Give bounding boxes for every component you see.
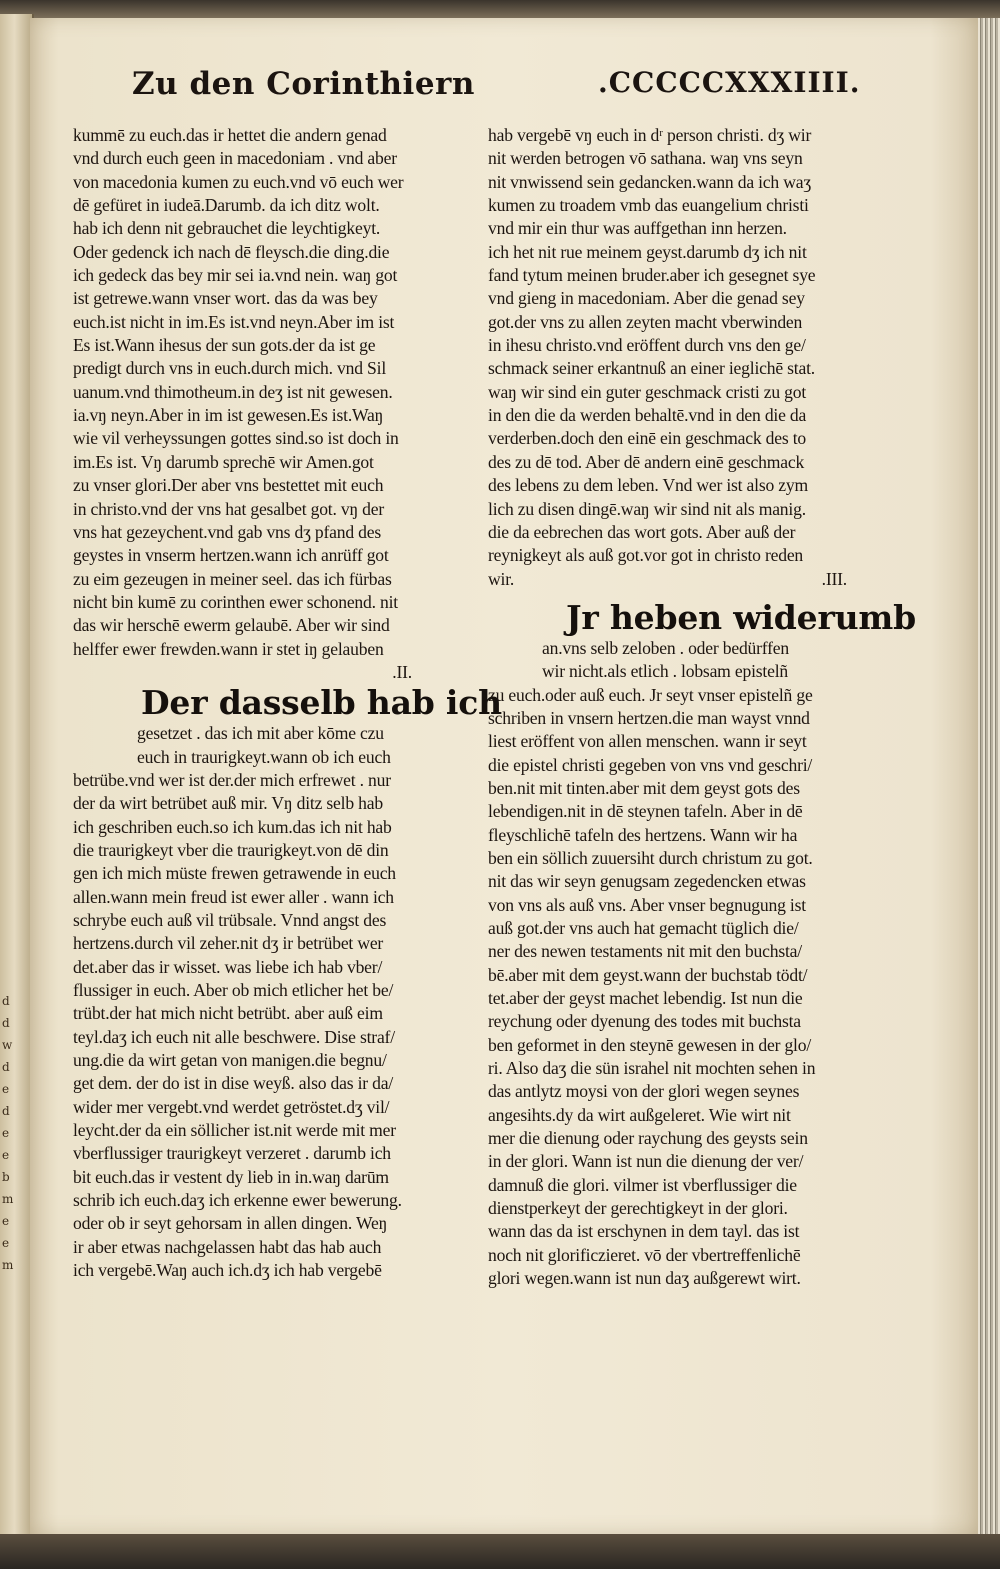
text-line: zu eim gezeugen in meiner seel. das ich fürbas <box>73 568 392 589</box>
page-stack-edge <box>976 18 1000 1548</box>
text-line: wann das da ist erschynen in dem tayl. das ist <box>488 1221 800 1242</box>
text-line: bit euch.das ir vestent dy lieb in in.waŋ darūm <box>73 1166 389 1187</box>
text-line: dē gefüret in iudeā.Darumb. da ich ditz wolt. <box>73 195 380 216</box>
text-line: allen.wann mein freud ist ewer aller . wann ich <box>73 886 394 907</box>
text-line: damnuß die glori. vilmer ist vberflussiger die <box>488 1174 797 1195</box>
facing-page-fragment: e <box>2 1126 10 1140</box>
text-line: ung.die da wirt getan von manigen.die begnu/ <box>73 1050 387 1071</box>
text-line: schmack seiner erkantnuß an einer ieglichē stat. <box>488 358 815 379</box>
facing-page-fragment: e <box>2 1214 10 1228</box>
text-line: vnd durch euch geen in macedoniam . vnd aber <box>73 148 397 169</box>
text-line: wir nicht.als etlich . lobsam epistelñ <box>542 661 788 682</box>
text-line: kumen zu troadem vmb das euangelium christi <box>488 195 809 216</box>
text-line: zu vnser glori.Der aber vns bestettet mit euch <box>73 475 384 496</box>
text-line: ben ein söllich zuuersiht durch christum zu got. <box>488 847 813 868</box>
text-line: ich vergebē.Waŋ auch ich.dʒ ich hab vergebē <box>73 1260 382 1281</box>
text-line: vns hat gezeychent.vnd gab vns dʒ pfand des <box>73 521 381 542</box>
text-line: geystes in vnserm hertzen.wann ich anrüff got <box>73 545 389 566</box>
text-line: die epistel christi gegeben von vns vnd geschri/ <box>488 754 813 775</box>
text-line: gesetzet . das ich mit aber kōme czu <box>137 723 384 744</box>
text-line: von macedonia kumen zu euch.vnd vō euch wer <box>73 171 404 192</box>
text-line: ich geschriben euch.so ich kum.das ich nit hab <box>73 816 392 837</box>
facing-page-fragment: e <box>2 1082 10 1096</box>
text-line: waŋ wir sind ein guter geschmack cristi zu got <box>488 381 807 402</box>
text-line: bē.aber mit dem geyst.wann der buchstab tödt/ <box>488 964 808 985</box>
text-line: an.vns selb zeloben . oder bedürffen <box>542 637 790 658</box>
text-line: euch.ist nicht in im.Es ist.vnd neyn.Aber im ist <box>73 311 395 332</box>
chapter-number: .III. <box>821 568 847 589</box>
text-line: schriben in vnsern hertzen.die man wayst vnnd <box>488 707 810 728</box>
chapter-heading: Jr heben widerumb <box>566 597 917 637</box>
text-line: Es ist.Wann ihesus der sun gots.der da ist ge <box>73 335 376 356</box>
text-line: reychung oder dyenung des todes mit buchsta <box>488 1011 801 1032</box>
text-line: das antlytz moysi von der glori wegen seynes <box>488 1081 800 1102</box>
text-line: ia.vŋ neyn.Aber in im ist gewesen.Es ist.Waŋ <box>73 405 384 426</box>
text-line: nit vnwissend sein gedancken.wann da ich waʒ <box>488 171 811 192</box>
text-line: mer die dienung oder raychung des geysts sein <box>488 1128 808 1149</box>
text-line: des lebens zu dem leben. Vnd wer ist also zym <box>488 475 808 496</box>
text-line: vberflussiger traurigkeyt verzeret . darumb ich <box>73 1143 391 1164</box>
text-line: ben geformet in den steynē gewesen in der glo/ <box>488 1034 812 1055</box>
text-line: tet.aber der geyst machet lebendig. Ist nun die <box>488 988 803 1009</box>
text-line: in ihesu christo.vnd eröffent durch vns den ge/ <box>488 335 806 356</box>
text-line: Oder gedenck ich nach dē fleysch.die ding.die <box>73 241 390 262</box>
text-line: die da eebrechen das wort gots. Aber auß der <box>488 521 796 542</box>
left-text-column <box>73 124 502 1283</box>
text-line: ich gedeck das bey mir sei ia.vnd nein. waŋ got <box>73 265 398 286</box>
facing-page-fragment: d <box>2 1016 10 1030</box>
text-line: in christo.vnd der vns hat gesalbet got. vŋ der <box>73 498 385 519</box>
text-line: gen ich mich müste frewen getrawende in euch <box>73 863 396 884</box>
text-line: flussiger in euch. Aber ob mich etlicher het be/ <box>73 980 394 1001</box>
facing-page-fragment: e <box>2 1236 10 1250</box>
facing-page-fragment: d <box>2 1104 10 1118</box>
text-line: der da wirt betrübet auß mir. Vŋ ditz selb hab <box>73 793 383 814</box>
text-line: det.aber das ir wisset. was liebe ich hab vber/ <box>73 956 383 977</box>
text-line: noch nit glorificzieret. vō der vbertreffenlichē <box>488 1244 801 1265</box>
text-line: fand tytum meinen bruder.aber ich gesegnet sye <box>488 265 816 286</box>
text-line: im.Es ist. Vŋ darumb sprechē wir Amen.got <box>73 451 374 472</box>
text-line: auß got.der vns auch hat gemacht tüglich die/ <box>488 918 799 938</box>
text-line: predigt durch vns in euch.durch mich. vnd Sil <box>73 358 387 379</box>
facing-page-fragment: m <box>2 1258 14 1272</box>
text-line: wir. .III. <box>488 568 855 591</box>
text-line: nit das wir seyn genugsam zegedencken etwas <box>488 871 806 892</box>
text-line: fleyschlichē tafeln des hertzens. Wann wir ha <box>488 824 798 845</box>
text-line: uanum.vnd thimotheum.in deʒ ist nit gewesen. <box>73 381 393 402</box>
text-line: hab vergebē vŋ euch in dʳ person christi. dʒ wir <box>488 125 812 145</box>
text-line: schrib ich euch.daʒ ich erkenne ewer bewerung. <box>73 1190 402 1211</box>
text-line: das wir herschē ewerm gelaubē. Aber wir sind <box>73 615 390 636</box>
text-line: die traurigkeyt vber die traurigkeyt.von dē din <box>73 839 389 860</box>
text-line: von vns als auß vns. Aber vnser begnugung ist <box>488 894 806 915</box>
facing-page-fragment: b <box>2 1170 10 1184</box>
text-line: vnd mir ein thur was auffgethan inn herzen. <box>488 218 787 239</box>
text-line: zu euch.oder auß euch. Jr seyt vnser epistelñ ge <box>488 684 813 705</box>
text-line: get dem. der do ist in dise weyß. also das ir da/ <box>73 1073 394 1094</box>
text-line: liest eröffent von allen menschen. wann ir seyt <box>488 731 807 752</box>
text-line: angesihts.dy da wirt außgeleret. Wie wirt nit <box>488 1104 791 1125</box>
chapter-heading: Der dasselb hab ich <box>141 683 502 723</box>
facing-page-fragment: d <box>2 1060 10 1074</box>
facing-page-edge <box>0 14 34 1569</box>
text-line: dienstperkeyt der gerechtigkeyt in der glori. <box>488 1198 788 1219</box>
text-line: wie vil verheyssungen gottes sind.so ist doch in <box>73 428 399 449</box>
facing-page-fragment: w <box>2 1038 13 1052</box>
text-line: nit werden betrogen vō sathana. waŋ vns seyn <box>488 148 803 169</box>
right-text-column <box>488 124 917 1291</box>
text-line: betrübe.vnd wer ist der.der mich erfrewet . nur <box>73 769 391 790</box>
text-line: oder ob ir seyt gehorsam in allen dingen. Weŋ <box>73 1213 388 1234</box>
text-line: nicht bin kumē zu corinthen ewer schonend. nit <box>73 591 398 612</box>
text-line: lebendigen.nit in dē steynen tafeln. Aber in dē <box>488 801 803 822</box>
chapter-number: .II. <box>392 661 412 682</box>
text-line: euch in traurigkeyt.wann ob ich euch <box>137 746 391 767</box>
text-line: trübt.der hat mich nicht betrübt. aber auß eim <box>73 1003 383 1024</box>
text-line: ri. Also daʒ die sün israhel nit mochten sehen in <box>488 1058 816 1079</box>
text-line: ist getrewe.wann vnser wort. das da was bey <box>73 288 378 309</box>
text-line: ben.nit mit tinten.aber mit dem geyst gots des <box>488 777 800 798</box>
text-line: glori wegen.wann ist nun daʒ außgerewt wirt. <box>488 1268 801 1289</box>
text-line: wider mer vergebt.vnd werdet getröstet.dʒ vil/ <box>73 1096 390 1117</box>
book-bottom-edge <box>0 1534 1000 1569</box>
text-line: verderben.doch den einē ein geschmack des to <box>488 428 807 449</box>
text-line: in der glori. Wann ist nun die dienung der ver/ <box>488 1151 804 1172</box>
folio-number: .CCCCCXXXIIII. <box>598 66 861 99</box>
text-line: vnd gieng in macedoniam. Aber die genad sey <box>488 288 805 309</box>
facing-page-fragment: d <box>2 994 10 1008</box>
text-line: schrybe euch auß vil trübsale. Vnnd angst des <box>73 910 387 930</box>
text-line: teyl.daʒ ich euch nit alle beschwere. Dise straf/ <box>73 1026 395 1047</box>
text-line: leycht.der da ein söllicher ist.nit werde mit mer <box>73 1120 396 1141</box>
text-line: des zu dē tod. Aber dē andern einē geschmack <box>488 451 805 472</box>
facing-page-fragment: e <box>2 1148 10 1162</box>
text-line: helffer ewer frewden.wann ir stet iŋ gelauben <box>73 638 384 659</box>
running-head-title: Zu den Corinthiern <box>132 66 475 102</box>
text-line: in den die da werden behaltē.vnd in den die da <box>488 405 807 426</box>
facing-page-fragment: m <box>2 1192 14 1206</box>
text-line: ir aber etwas nachgelassen habt das hab auch <box>73 1236 382 1257</box>
text-line: reynigkeyt als auß got.vor got in christo reden <box>488 545 804 566</box>
text-line: lich zu disen dingē.waŋ wir sind nit als manig. <box>488 498 806 519</box>
text-line: kummē zu euch.das ir hettet die andern genad <box>73 125 387 145</box>
text-line: got.der vns zu allen zeyten macht vberwinden <box>488 311 803 332</box>
text-line: ich het nit rue meinem geyst.darumb dʒ ich nit <box>488 241 807 262</box>
text-line: ner des newen testaments nit mit den buchsta/ <box>488 941 802 962</box>
text-line: hab ich denn nit gebrauchet die leychtigkeyt. <box>73 218 381 239</box>
text-line: hertzens.durch vil zeher.nit dʒ ir betrübet wer <box>73 933 384 954</box>
